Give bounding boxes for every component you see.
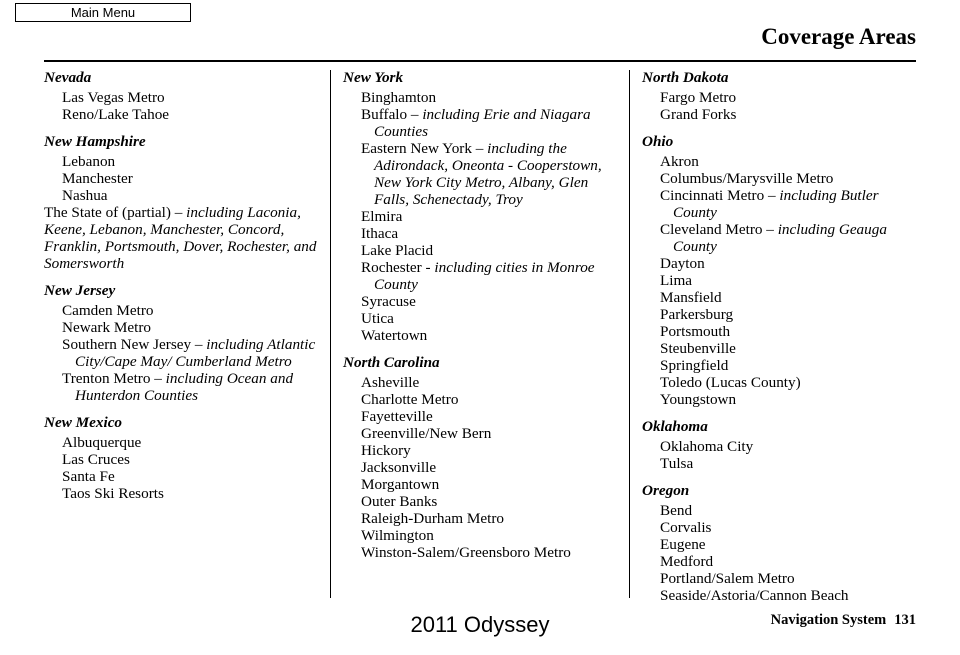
area-name: Steubenville: [660, 340, 736, 357]
footer-section-label: Navigation System: [770, 612, 887, 628]
coverage-area-item: [44, 434, 319, 451]
area-name: Parkersburg: [660, 306, 734, 323]
area-name: Southern New Jersey –: [62, 336, 207, 353]
area-name: Eastern New York –: [361, 140, 488, 157]
coverage-area-item: [642, 357, 917, 374]
coverage-area-item: [343, 391, 618, 408]
coverage-area-item: [44, 204, 319, 272]
state-section: [642, 418, 917, 472]
state-section: [642, 482, 917, 604]
area-name: Seaside/Astoria/Cannon Beach: [660, 587, 849, 604]
area-name: The State of (partial) –: [44, 204, 187, 221]
area-name: Reno/Lake Tahoe: [62, 106, 170, 123]
state-heading: Ohio: [642, 133, 674, 150]
area-note: including Butler County: [673, 187, 879, 221]
area-name: Akron: [660, 153, 699, 170]
area-name: Las Cruces: [62, 451, 130, 468]
area-name: Syracuse: [361, 293, 416, 310]
column-2: [343, 69, 618, 571]
coverage-area-item: [343, 327, 618, 344]
area-note: including Ocean and Hunterdon Counties: [75, 370, 294, 404]
area-name: Taos Ski Resorts: [62, 485, 164, 502]
state-heading: Oregon: [642, 482, 690, 499]
area-name: Eugene: [660, 536, 706, 553]
state-heading: North Dakota: [642, 69, 729, 86]
area-name: Corvalis: [660, 519, 712, 536]
area-name: Wilmington: [361, 527, 434, 544]
coverage-area-item: [343, 374, 618, 391]
coverage-area-item: [343, 442, 618, 459]
coverage-area-item: [642, 391, 917, 408]
column-1: [44, 69, 319, 512]
coverage-area-item: [343, 89, 618, 106]
area-name: Cleveland Metro –: [660, 221, 778, 238]
area-name: Asheville: [361, 374, 420, 391]
coverage-area-item: [343, 459, 618, 476]
area-note: including Atlantic City/Cape May/ Cumberland Metro: [75, 336, 316, 370]
area-name: Medford: [660, 553, 714, 570]
coverage-area-item: [642, 106, 917, 123]
coverage-area-item: [343, 527, 618, 544]
coverage-area-item: [343, 242, 618, 259]
state-heading: New York: [343, 69, 404, 86]
area-name: Bend: [660, 502, 693, 519]
area-name: Winston-Salem/Greensboro Metro: [361, 544, 571, 561]
state-section: [642, 69, 917, 123]
area-name: Utica: [361, 310, 394, 327]
area-name: Springfield: [660, 357, 729, 374]
coverage-area-item: [44, 153, 319, 170]
area-name: Grand Forks: [660, 106, 737, 123]
coverage-area-item: [642, 187, 917, 221]
area-name: Morgantown: [361, 476, 440, 493]
watermark-text: 2011 Odyssey: [410, 612, 550, 637]
coverage-area-item: [642, 306, 917, 323]
area-name: Ithaca: [361, 225, 399, 242]
area-name: Lebanon: [62, 153, 116, 170]
state-section: [44, 133, 319, 272]
area-name: Watertown: [361, 327, 428, 344]
area-note: including Laconia, Keene, Lebanon, Manchester, Concord, Franklin, Portsmouth, Dover, Rochester, and Somersworth: [44, 204, 317, 272]
area-name: Youngstown: [660, 391, 737, 408]
coverage-area-item: [343, 106, 618, 140]
coverage-area-item: [343, 140, 618, 208]
coverage-area-item: [642, 519, 917, 536]
coverage-area-item: [642, 340, 917, 357]
state-section: [642, 133, 917, 408]
area-name: Tulsa: [660, 455, 694, 472]
coverage-area-item: [44, 170, 319, 187]
coverage-area-item: [343, 476, 618, 493]
area-note: including the Adirondack, Oneonta - Cooperstown, New York City Metro, Albany, Glen Falls, Schenectady, Troy: [374, 140, 602, 208]
state-heading: North Carolina: [343, 354, 440, 371]
state-heading: New Hampshire: [44, 133, 146, 150]
area-name: Rochester -: [361, 259, 435, 276]
area-name: Fargo Metro: [660, 89, 737, 106]
coverage-area-item: [642, 502, 917, 519]
coverage-area-item: [44, 451, 319, 468]
area-name: Mansfield: [660, 289, 722, 306]
coverage-area-item: [44, 187, 319, 204]
coverage-area-item: [44, 302, 319, 319]
coverage-area-item: [44, 485, 319, 502]
coverage-area-item: [642, 255, 917, 272]
area-name: Binghamton: [361, 89, 437, 106]
state-heading: New Mexico: [44, 414, 123, 431]
area-name: Santa Fe: [62, 468, 115, 485]
area-name: Elmira: [361, 208, 403, 225]
state-heading: Nevada: [44, 69, 92, 86]
area-name: Charlotte Metro: [361, 391, 459, 408]
coverage-area-item: [642, 570, 917, 587]
area-name: Nashua: [62, 187, 108, 204]
coverage-area-item: [642, 438, 917, 455]
coverage-area-item: [642, 587, 917, 604]
coverage-area-item: [343, 259, 618, 293]
area-name: Portsmouth: [660, 323, 731, 340]
coverage-area-item: [44, 106, 319, 123]
coverage-area-item: [343, 408, 618, 425]
area-name: Lake Placid: [361, 242, 434, 259]
state-section: [44, 69, 319, 123]
column-3: [642, 69, 917, 614]
area-name: Buffalo –: [361, 106, 423, 123]
area-note: including Erie and Niagara Counties: [374, 106, 591, 140]
coverage-area-item: [44, 319, 319, 336]
area-name: Camden Metro: [62, 302, 154, 319]
page-title: Coverage Areas: [761, 24, 916, 49]
column-divider: [330, 70, 331, 598]
coverage-area-item: [343, 425, 618, 442]
coverage-area-item: [642, 89, 917, 106]
area-name: Fayetteville: [361, 408, 433, 425]
coverage-area-item: [642, 221, 917, 255]
coverage-area-item: [343, 310, 618, 327]
area-name: Cincinnati Metro –: [660, 187, 780, 204]
coverage-area-item: [642, 536, 917, 553]
coverage-area-item: [343, 293, 618, 310]
area-name: Raleigh-Durham Metro: [361, 510, 504, 527]
main-menu-button[interactable]: Main Menu: [15, 3, 191, 22]
state-heading: New Jersey: [44, 282, 116, 299]
coverage-area-item: [642, 272, 917, 289]
coverage-area-item: [343, 208, 618, 225]
coverage-area-item: [642, 553, 917, 570]
coverage-area-item: [343, 225, 618, 242]
area-name: Oklahoma City: [660, 438, 754, 455]
coverage-area-item: [642, 153, 917, 170]
coverage-area-item: [44, 89, 319, 106]
state-section: [44, 414, 319, 502]
area-name: Newark Metro: [62, 319, 151, 336]
area-name: Manchester: [62, 170, 133, 187]
area-name: Portland/Salem Metro: [660, 570, 795, 587]
page-number: 131: [894, 612, 916, 628]
area-name: Lima: [660, 272, 693, 289]
coverage-area-item: [642, 289, 917, 306]
area-name: Hickory: [361, 442, 411, 459]
area-name: Outer Banks: [361, 493, 438, 510]
area-name: Las Vegas Metro: [62, 89, 165, 106]
column-divider: [629, 70, 630, 598]
coverage-area-item: [642, 170, 917, 187]
area-name: Columbus/Marysville Metro: [660, 170, 834, 187]
area-name: Dayton: [660, 255, 705, 272]
coverage-area-item: [44, 370, 319, 404]
coverage-area-item: [44, 336, 319, 370]
coverage-area-item: [642, 374, 917, 391]
coverage-area-item: [642, 455, 917, 472]
state-heading: Oklahoma: [642, 418, 708, 435]
state-section: [343, 69, 618, 344]
state-section: [44, 282, 319, 404]
area-note: including Geauga County: [673, 221, 887, 255]
area-note: including cities in Monroe County: [374, 259, 595, 293]
area-name: Jacksonville: [361, 459, 437, 476]
coverage-area-item: [642, 323, 917, 340]
title-divider: [44, 60, 916, 62]
coverage-area-item: [343, 510, 618, 527]
area-name: Albuquerque: [62, 434, 142, 451]
area-name: Toledo (Lucas County): [660, 374, 801, 391]
coverage-area-item: [343, 493, 618, 510]
area-name: Trenton Metro –: [62, 370, 166, 387]
area-name: Greenville/New Bern: [361, 425, 492, 442]
coverage-area-item: [343, 544, 618, 561]
coverage-area-item: [44, 468, 319, 485]
state-section: [343, 354, 618, 561]
